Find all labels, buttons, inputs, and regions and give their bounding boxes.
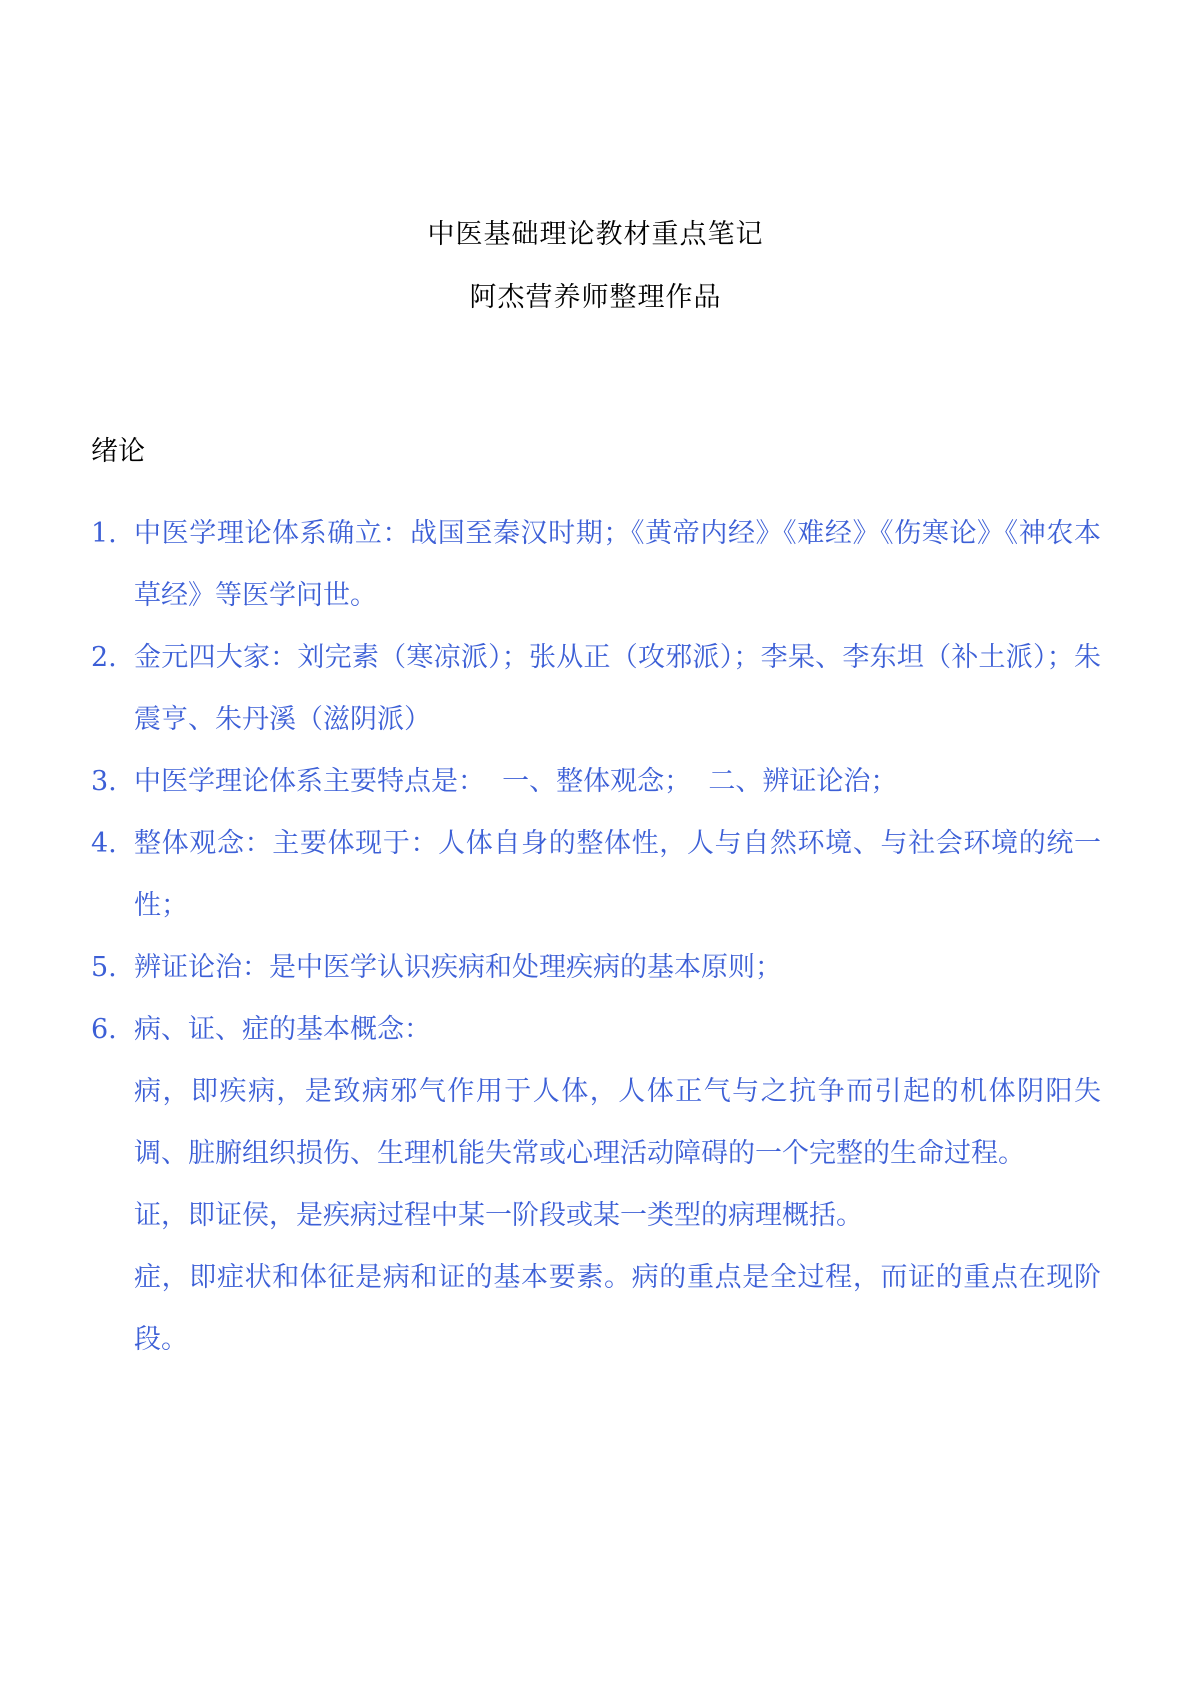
list-item-number: 3. — [91, 766, 117, 797]
list-item — [91, 937, 1101, 999]
list-item-text: 金元四大家：刘完素（寒凉派）；张从正（攻邪派）；李杲、李东坦（补土派）；朱震亨、朱丹溪（滋阴派） — [134, 642, 1101, 735]
notes-list — [91, 503, 1101, 1371]
list-item — [91, 627, 1101, 751]
document-subtitle: 阿杰营养师整理作品 — [469, 282, 722, 313]
list-item-number: 4. — [91, 828, 117, 859]
definition-paragraph: 病，即疾病，是致病邪气作用于人体，人体正气与之抗争而引起的机体阴阳失调、脏腑组织损伤、生理机能失常或心理活动障碍的一个完整的生命过程。 — [134, 1076, 1101, 1169]
list-item-text: 中医学理论体系主要特点是： 一、整体观念； 二、辨证论治； — [134, 766, 898, 797]
list-item-number: 2. — [91, 642, 117, 673]
list-item-number: 1. — [91, 518, 117, 549]
list-item — [91, 813, 1101, 937]
list-item — [91, 503, 1101, 627]
list-item — [91, 999, 1101, 1061]
list-item-text: 病、证、症的基本概念： — [134, 1014, 431, 1045]
section-heading: 绪论 — [91, 436, 145, 467]
definition-paragraph: 症，即症状和体征是病和证的基本要素。病的重点是全过程，而证的重点在现阶段。 — [134, 1262, 1101, 1355]
list-item-text: 整体观念：主要体现于：人体自身的整体性，人与自然环境、与社会环境的统一性； — [134, 828, 1101, 921]
list-item-number: 5. — [91, 952, 117, 983]
list-item-number: 6. — [91, 1014, 117, 1045]
list-item-text: 中医学理论体系确立：战国至秦汉时期；《黄帝内经》《难经》《伤寒论》《神农本草经》等医学问世。 — [134, 518, 1101, 611]
definition-paragraph: 证，即证侯，是疾病过程中某一阶段或某一类型的病理概括。 — [134, 1200, 863, 1231]
document-title: 中医基础理论教材重点笔记 — [427, 219, 764, 250]
list-item — [91, 751, 1101, 813]
list-item-text: 辨证论治：是中医学认识疾病和处理疾病的基本原则； — [134, 952, 782, 983]
